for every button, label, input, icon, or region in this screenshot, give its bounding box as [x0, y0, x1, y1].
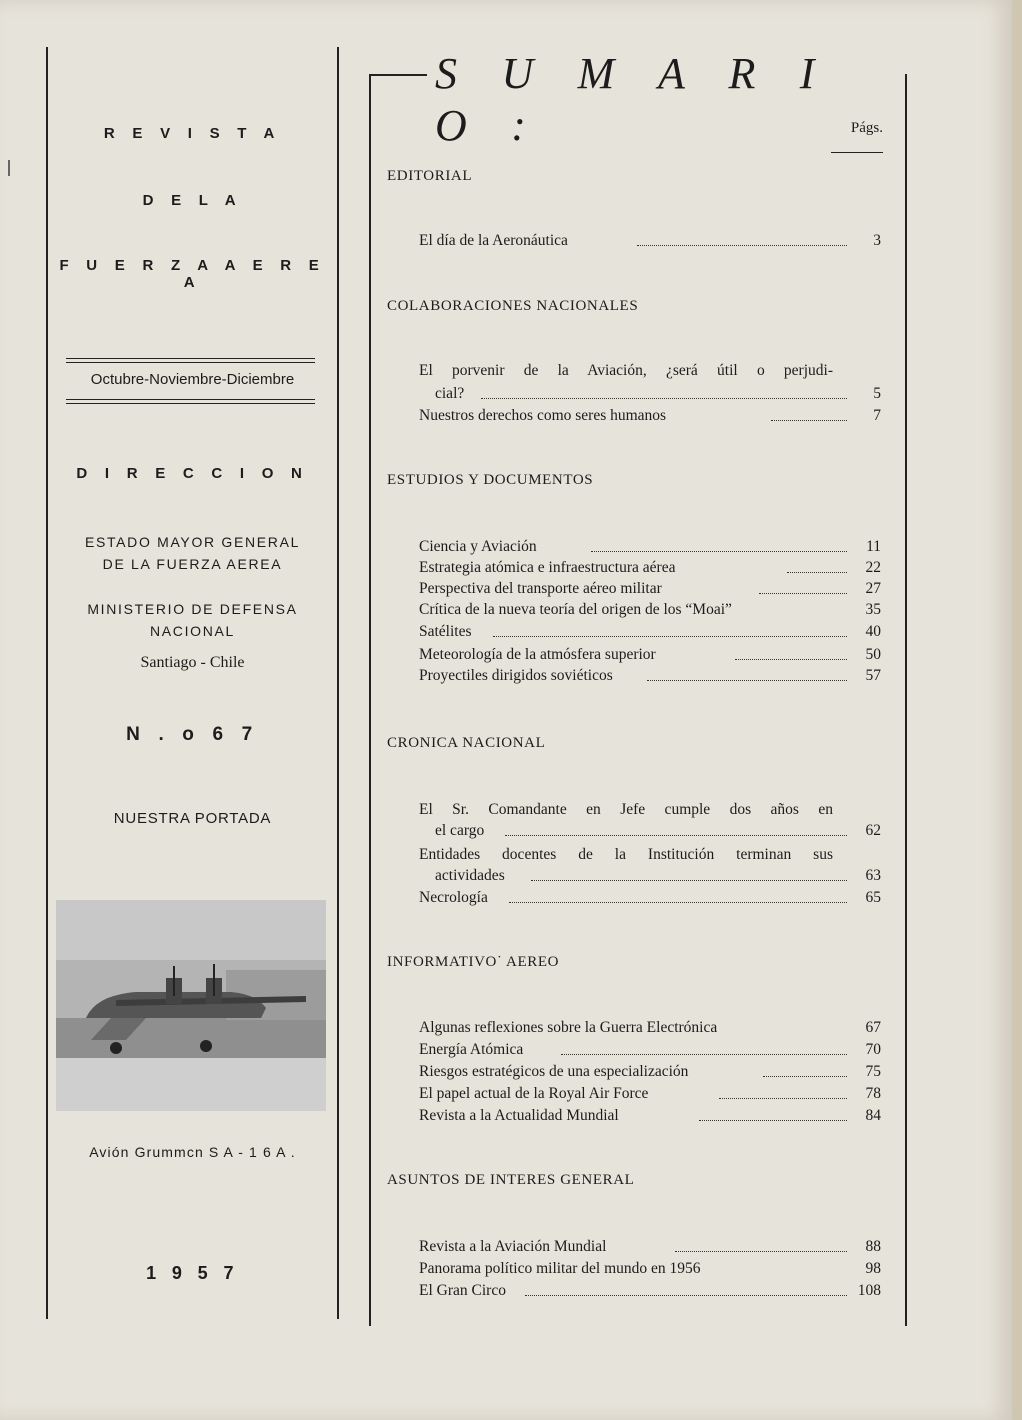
entry-page: 40	[865, 623, 881, 640]
entry-title: Satélites	[419, 623, 472, 640]
pages-underline	[831, 152, 883, 153]
entry-page: 75	[865, 1063, 881, 1080]
spine-mark	[8, 160, 10, 176]
toc-entry	[419, 1106, 881, 1126]
entry-title: Estrategia atómica e infraestructura aérea	[419, 559, 676, 576]
section-heading: ASUNTOS DE INTERES GENERAL	[387, 1172, 635, 1188]
entry-page: 78	[865, 1085, 881, 1102]
entry-title: Entidades docentes de la Institución terminan sus	[419, 846, 833, 863]
direccion-heading: D I R E C C I O N	[76, 465, 309, 482]
entry-title: Algunas reflexiones sobre la Guerra Electrónica	[419, 1019, 718, 1036]
toc-entry	[419, 1237, 881, 1257]
pages-label: Págs.	[850, 120, 883, 136]
toc-entry	[419, 600, 881, 620]
entry-page: 22	[865, 559, 881, 576]
entry-page: 11	[866, 538, 881, 555]
toc-entry	[419, 622, 881, 642]
entry-page: 57	[865, 667, 881, 684]
divider	[66, 362, 315, 363]
entry-title: Nuestros derechos como seres humanos	[419, 407, 667, 424]
entry-title: El Sr. Comandante en Jefe cumple dos años en	[419, 801, 833, 818]
entry-page: 27	[865, 580, 881, 597]
entry-title: Perspectiva del transporte aéreo militar	[419, 580, 662, 597]
toc-entry	[419, 231, 881, 251]
entry-title-cont: actividades	[435, 867, 505, 884]
section-heading: COLABORACIONES NACIONALES	[387, 298, 639, 314]
entry-page: 65	[865, 889, 881, 906]
masthead-line-revista: R E V I S T A	[103, 125, 282, 142]
entry-title: Panorama político militar del mundo en 1956	[419, 1260, 701, 1277]
cover-caption: Avión Grummcn S A - 1 6 A .	[89, 1144, 296, 1160]
entry-page: 108	[857, 1282, 881, 1299]
toc-entry	[419, 384, 881, 404]
entry-title: El papel actual de la Royal Air Force	[419, 1085, 649, 1102]
section-heading: EDITORIAL	[387, 168, 473, 184]
airplane-image	[56, 900, 326, 1111]
entry-title: El porvenir de la Aviación, ¿será útil o perjudi-	[419, 362, 833, 379]
entry-page: 63	[865, 867, 881, 884]
entry-page: 88	[865, 1238, 881, 1255]
entry-title: Proyectiles dirigidos soviéticos	[419, 667, 613, 684]
toc-entry	[419, 537, 881, 557]
entry-title: Meteorología de la atmósfera superior	[419, 646, 656, 663]
page-edge	[1012, 0, 1022, 1420]
masthead-line-fuerza-aerea: F U E R Z A A E R E A	[59, 257, 326, 291]
section-heading: CRONICA NACIONAL	[387, 735, 546, 751]
entry-page: 3	[873, 232, 881, 249]
entry-title: Ciencia y Aviación	[419, 538, 537, 555]
entry-page: 62	[865, 822, 881, 839]
issue-period: Octubre-Noviembre-Diciembre	[90, 371, 295, 388]
entry-title: El Gran Circo	[419, 1282, 506, 1299]
section-heading: ESTUDIOS Y DOCUMENTOS	[387, 472, 594, 488]
masthead-line-de-la: D E L A	[142, 192, 243, 209]
cover-heading: NUESTRA PORTADA	[113, 810, 272, 827]
ministerio-text: MINISTERIO DE DEFENSA NACIONAL	[87, 601, 298, 639]
toc-entry	[419, 406, 881, 426]
masthead-column	[46, 47, 339, 1319]
entry-page: 35	[865, 601, 881, 618]
entry-page: 50	[865, 646, 881, 663]
toc-entry	[419, 1281, 881, 1301]
entry-page: 67	[865, 1019, 881, 1036]
year: 1 9 5 7	[146, 1263, 239, 1283]
toc-entry	[419, 645, 881, 665]
entry-title-cont: el cargo	[435, 822, 485, 839]
entry-title-cont: cial?	[435, 385, 465, 402]
place: Santiago - Chile	[140, 654, 245, 671]
toc-entry	[419, 558, 881, 578]
entry-page: 70	[865, 1041, 881, 1058]
entry-page: 84	[865, 1107, 881, 1124]
entry-title: Necrología	[419, 889, 488, 906]
divider	[66, 358, 315, 359]
sumario-box	[369, 49, 907, 1326]
toc-entry	[419, 1040, 881, 1060]
toc-entry	[419, 821, 881, 841]
issue-number: N . o 6 7	[126, 724, 259, 745]
toc-entry	[419, 579, 881, 599]
toc-entry	[419, 666, 881, 686]
entry-title: Crítica de la nueva teoría del origen de los “Moai”	[419, 601, 732, 618]
entry-page: 98	[865, 1260, 881, 1277]
entry-title: Energía Atómica	[419, 1041, 524, 1058]
toc-entry	[419, 1259, 881, 1279]
toc-entry	[419, 1062, 881, 1082]
direccion-text: ESTADO MAYOR GENERAL DE LA FUERZA AEREA	[84, 534, 301, 572]
entry-page: 7	[873, 407, 881, 424]
toc-entry	[419, 888, 881, 908]
entry-title: Revista a la Actualidad Mundial	[419, 1107, 619, 1124]
cover-photo	[56, 900, 326, 1111]
toc-entry	[419, 1018, 881, 1038]
toc-entry	[419, 866, 881, 886]
divider	[66, 399, 315, 400]
entry-title: Riesgos estratégicos de una especialización	[419, 1063, 689, 1080]
entry-title: Revista a la Aviación Mundial	[419, 1238, 607, 1255]
entry-page: 5	[873, 385, 881, 402]
toc-entry	[419, 1084, 881, 1104]
divider	[66, 403, 315, 404]
entry-title: El día de la Aeronáutica	[419, 232, 568, 249]
sumario-title: S U M A R I O :	[427, 48, 905, 152]
section-heading: INFORMATIVO˙ AEREO	[387, 954, 560, 970]
